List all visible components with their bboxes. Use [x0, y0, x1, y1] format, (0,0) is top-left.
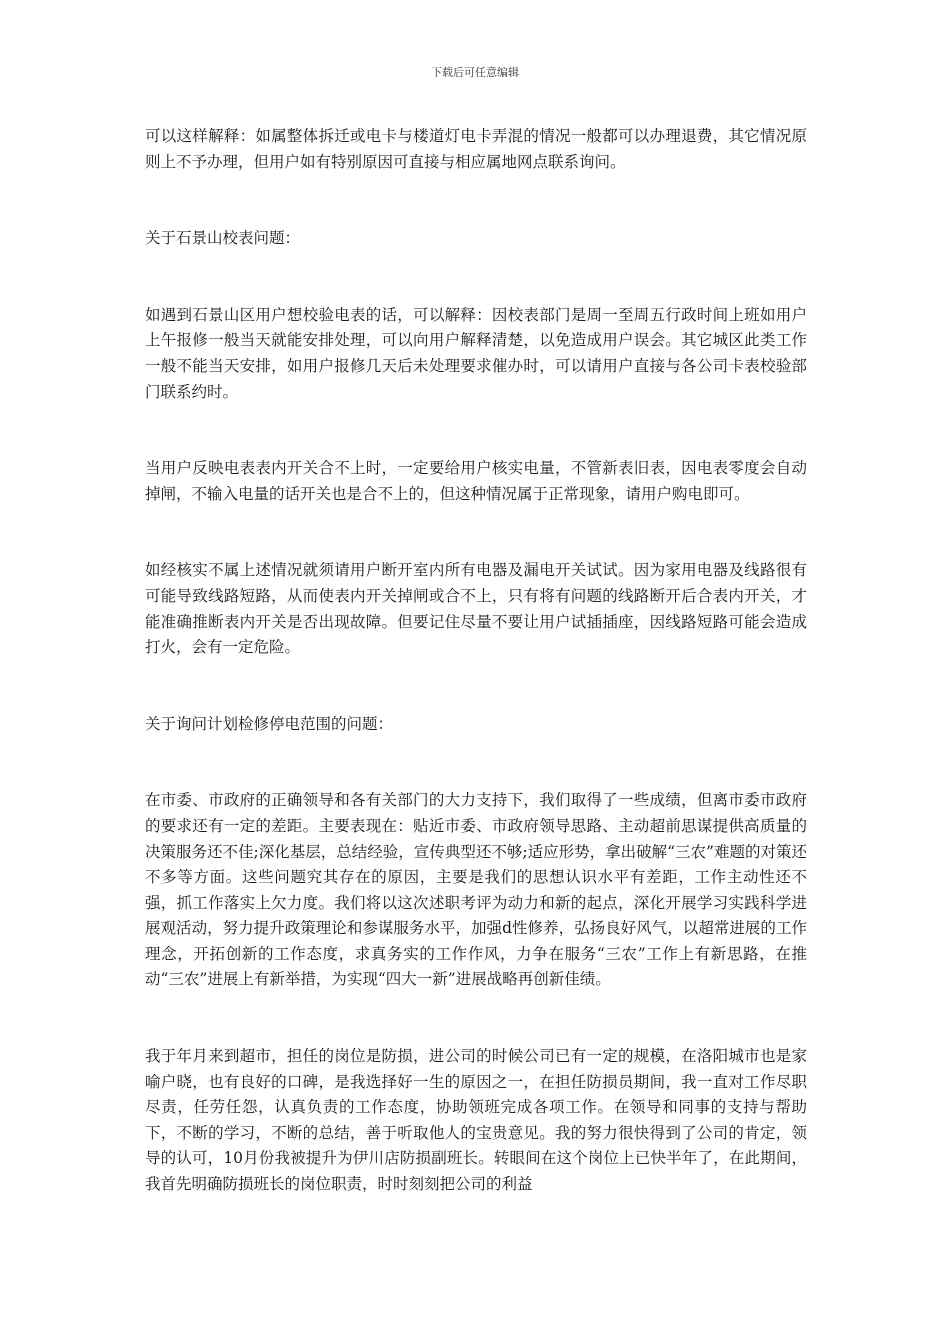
paragraph-supermarket-loss-prevention: 我于年月来到超市，担任的岗位是防损，进公司的时候公司已有一定的规模，在洛阳城市也是家喻户晓，也有良好的口碑，是我选择好一生的原因之一，在担任防损员期间，我一直对工作尽职尽责，任劳任怨，认真负责的工作态度，协助领班完成各项工作。在领导和同事的支持与帮助下，不断的学习，不断的总结，善于听取他人的宝贵意见。我的努力很快得到了公司的肯定，领导的认可，10月份我被提升为伊川店防损副班长。转眼间在这个岗位上已快半年了，在此期间，我首先明确防损班长的岗位职责，时时刻刻把公司的利益	[145, 1047, 807, 1194]
heading-planned-outage: 关于询问计划检修停电范围的问题：	[145, 714, 394, 733]
paragraph-gap	[145, 175, 807, 226]
paragraph-gap	[145, 507, 807, 558]
page-header: 下载后可任意编辑	[431, 66, 519, 79]
paragraph-gap	[145, 252, 807, 303]
paragraph-meter-calibration: 如遇到石景山区用户想校验电表的话，可以解释：因校表部门是周一至周五行政时间上班如用户上午报修一般当天就能安排处理，可以向用户解释清楚，以免造成用户误会。其它城区此类工作一般不能当天安排，如用户报修几天后未处理要求催办时，可以请用户直接与各公司卡表校验部门联系约时。	[145, 305, 807, 401]
paragraph-switch-not-closing: 当用户反映电表表内开关合不上时，一定要给用户核实电量，不管新表旧表，因电表零度会自动掉闸，不输入电量的话开关也是合不上的，但这种情况属于正常现象，请用户购电即可。	[145, 459, 807, 503]
paragraph-refund-explanation: 可以这样解释：如属整体拆迁或电卡与楼道灯电卡弄混的情况一般都可以办理退费，其它情况原则上不予办理，但用户如有特别原因可直接与相应属地网点联系询问。	[145, 127, 807, 171]
paragraph-gap	[145, 661, 807, 712]
paragraph-gap	[145, 405, 807, 456]
paragraph-short-circuit-check: 如经核实不属上述情况就须请用户断开室内所有电器及漏电开关试试。因为家用电器及线路很有可能导致线路短路，从而使表内开关掉闸或合不上，只有将有问题的线路断开后合表内开关，才能准确推断表内开关是否出现故障。但要记住尽量不要让用户试插插座，因线路短路可能会造成打火，会有一定危险。	[145, 561, 807, 657]
heading-shijingshan-meter: 关于石景山校表问题：	[145, 229, 301, 248]
paragraph-gap	[145, 737, 807, 788]
paragraph-work-report: 在市委、市政府的正确领导和各有关部门的大力支持下，我们取得了一些成绩，但离市委市政府的要求还有一定的差距。主要表现在：贴近市委、市政府领导思路、主动超前思谋提供高质量的决策服务还不佳;深化基层，总结经验，宣传典型还不够;适应形势，拿出破解“三农”难题的对策还不多等方面。这些问题究其存在的原因，主要是我们的思想认识水平有差距，工作主动性还不强，抓工作落实上欠力度。我们将以这次述职考评为动力和新的起点，深化开展学习实践科学进展观活动，努力提升政策理论和参谋服务水平，加强d性修养，弘扬良好风气，以超常进展的工作理念，开拓创新的工作态度，求真务实的工作作风，力争在服务“三农”工作上有新思路，在推动“三农”进展上有新举措，为实现“四大一新”进展战略再创新佳绩。	[145, 791, 807, 989]
paragraph-gap	[145, 993, 807, 1044]
document-body	[145, 124, 807, 1198]
